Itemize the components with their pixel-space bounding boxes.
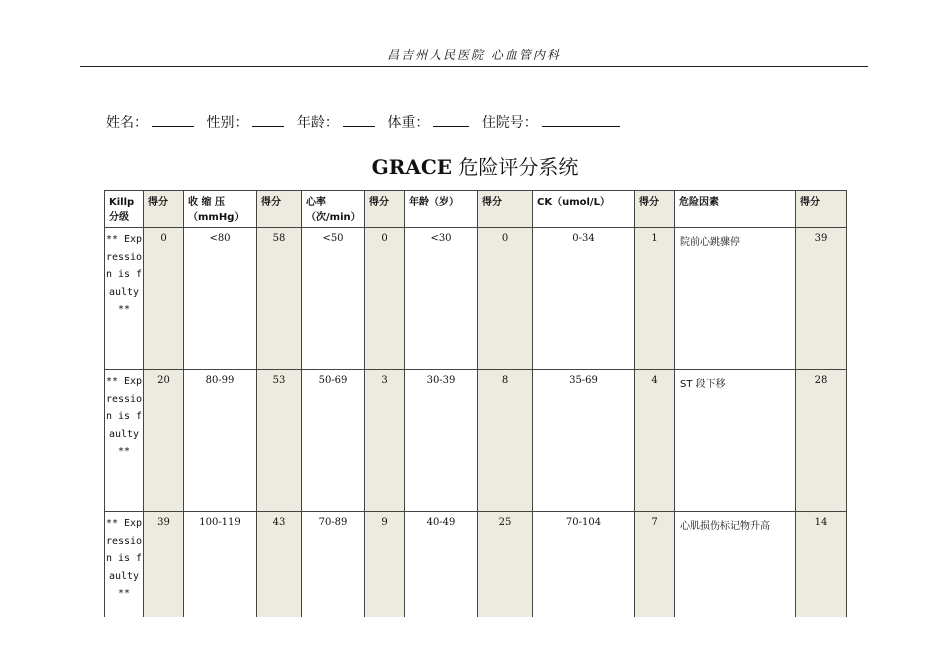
ck-cell: 70-104 bbox=[533, 512, 635, 618]
score-cell: 25 bbox=[478, 512, 533, 618]
killip-cell: ** Expression is faulty ** bbox=[105, 228, 144, 370]
score-cell: 58 bbox=[257, 228, 302, 370]
risk-factor-cell: 心肌损伤标记物升高 bbox=[675, 512, 796, 618]
score-cell: 8 bbox=[478, 370, 533, 512]
header-score: 得分 bbox=[365, 191, 405, 228]
score-cell: 28 bbox=[796, 370, 847, 512]
killip-cell: ** Expression is faulty ** bbox=[105, 512, 144, 618]
header-score: 得分 bbox=[635, 191, 675, 228]
sex-label: 性别： bbox=[206, 115, 249, 131]
ck-cell: 0-34 bbox=[533, 228, 635, 370]
header-risk-factor: 危险因素 bbox=[675, 191, 796, 228]
weight-label: 体重： bbox=[387, 115, 430, 131]
killip-cell: ** Expression is faulty ** bbox=[105, 370, 144, 512]
ck-cell: 35-69 bbox=[533, 370, 635, 512]
risk-factor-cell: 院前心跳骤停 bbox=[675, 228, 796, 370]
score-cell: 1 bbox=[635, 228, 675, 370]
header-score: 得分 bbox=[478, 191, 533, 228]
header-score: 得分 bbox=[144, 191, 184, 228]
table-row bbox=[105, 228, 847, 370]
title-rest: 危险评分系统 bbox=[452, 155, 579, 179]
score-cell: 4 bbox=[635, 370, 675, 512]
score-cell: 3 bbox=[365, 370, 405, 512]
age-cell: 40-49 bbox=[405, 512, 478, 618]
heart-rate-cell: <50 bbox=[302, 228, 365, 370]
table-header-row bbox=[105, 191, 847, 228]
header-score: 得分 bbox=[257, 191, 302, 228]
systolic-bp-cell: <80 bbox=[184, 228, 257, 370]
score-cell: 39 bbox=[144, 512, 184, 618]
score-cell: 7 bbox=[635, 512, 675, 618]
score-cell: 9 bbox=[365, 512, 405, 618]
score-cell: 20 bbox=[144, 370, 184, 512]
age-label: 年龄： bbox=[296, 115, 339, 131]
heart-rate-cell: 50-69 bbox=[302, 370, 365, 512]
header-heart-rate: 心率（次/min） bbox=[302, 191, 365, 228]
age-cell: <30 bbox=[405, 228, 478, 370]
hospital-header: 昌吉州人民医院 心血管内科 bbox=[387, 48, 561, 62]
header-ck: CK（umol/L） bbox=[533, 191, 635, 228]
score-cell: 0 bbox=[478, 228, 533, 370]
score-cell: 14 bbox=[796, 512, 847, 618]
header-killip: Killp分级 bbox=[105, 191, 144, 228]
score-cell: 0 bbox=[365, 228, 405, 370]
title-grace: GRACE bbox=[371, 155, 453, 179]
name-label: 姓名： bbox=[106, 115, 148, 131]
systolic-bp-cell: 100-119 bbox=[184, 512, 257, 618]
header-systolic-bp: 收 缩 压（mmHg） bbox=[184, 191, 257, 228]
header-age: 年龄（岁） bbox=[405, 191, 478, 228]
table-row bbox=[105, 370, 847, 512]
score-cell: 53 bbox=[257, 370, 302, 512]
heart-rate-cell: 70-89 bbox=[302, 512, 365, 618]
score-cell: 0 bbox=[144, 228, 184, 370]
grace-score-table bbox=[104, 190, 847, 617]
admission-number-label: 住院号： bbox=[481, 115, 538, 131]
table-row bbox=[105, 512, 847, 618]
header-score: 得分 bbox=[796, 191, 847, 228]
age-cell: 30-39 bbox=[405, 370, 478, 512]
score-cell: 39 bbox=[796, 228, 847, 370]
systolic-bp-cell: 80-99 bbox=[184, 370, 257, 512]
score-cell: 43 bbox=[257, 512, 302, 618]
risk-factor-cell: ST 段下移 bbox=[675, 370, 796, 512]
